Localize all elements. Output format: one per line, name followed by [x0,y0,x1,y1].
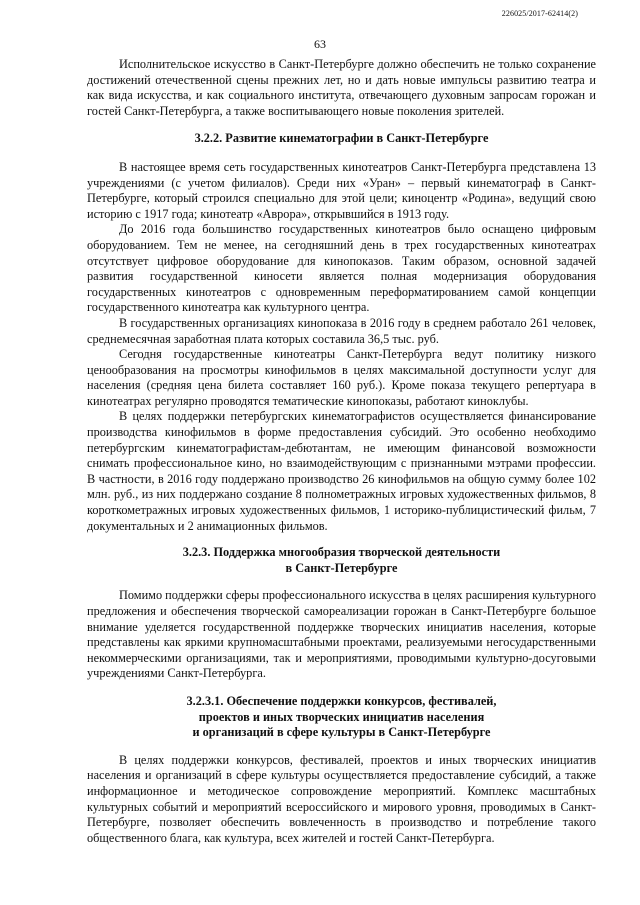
section-3-2-2-paragraph-5: В целях поддержки петербургских кинематографистов осуществляется финансирование производства кинофильмов в форме предоставления субсидий. Это особенно необходимо петербургским кинематографистам-дебютантам, не имеющим финансовой возможности снимать профессиональное кино, но взаимодействующим с признанными мэтрами профессии. В частности, в 2016 году поддержано производство 26 кинофильмов на общую сумму более 102 млн. руб., из них поддержано создание 8 полнометражных игровых художественных фильмов, 8 короткометражных игровых художественных фильмов, 1 историко-публицистический фильм, 7 документальных и 2 анимационных фильмов. [87,409,596,533]
section-3-2-3-heading [87,545,596,576]
page-number: 63 [314,37,326,51]
section-3-2-2-paragraph-4: Сегодня государственные кинотеатры Санкт-Петербурга ведут политику низкого ценообразования на просмотры кинофильмов в целях максимальной доступности услуг для населения (средняя цена билета составляет 160 руб.). Кроме показа текущего репертуара в кинотеатрах регулярно проводятся тематические кинопоказы, работают киноклубы. [87,347,596,408]
section-3-2-2-heading: 3.2.2. Развитие кинематографии в Санкт-Петербурге [194,131,489,146]
document-id: 226025/2017-62414(2) [501,9,578,18]
section-3-2-3-heading-line-2: в Санкт-Петербурге [285,560,398,575]
section-3-2-3-heading-line-1: 3.2.3. Поддержка многообразия творческой деятельности [182,545,501,560]
section-3-2-3-1-heading [87,694,596,741]
section-3-2-3-1-paragraph-1: В целях поддержки конкурсов, фестивалей, проектов и иных творческих инициатив населения и организаций в сфере культуры осуществляется предоставление субсидий, а также информационное и методическое сопровождение мероприятий. Комплекс масштабных культурных событий и мероприятий всероссийского и мирового уровня, проводимых в Санкт-Петербурге, позволяет обеспечить вовлеченность в производство и потребление такого общественного блага, как культура, всех жителей и гостей Санкт-Петербурга. [87,752,596,845]
section-3-2-2-paragraph-2: До 2016 года большинство государственных кинотеатров было оснащено цифровым оборудованием. Тем не менее, на сегодняшний день в трех государственных кинотеатрах отсутствует цифровое оборудование для кинопоказов. Таким образом, основной задачей развития государственной киносети является полная модернизация оборудования государственных кинотеатров с одновременным переформатированием самой концепции государственного кинотеатра как культурного центра. [87,222,596,315]
section-3-2-3-1-heading-line-1: 3.2.3.1. Обеспечение поддержки конкурсов, фестивалей, [186,693,497,708]
intro-paragraph: Исполнительское искусство в Санкт-Петербурге должно обеспечить не только сохранение достижений отечественной сцены прежних лет, но и дать новые импульсы развитию театра и как вида искусства, и как социального института, отвечающего духовным запросам горожан и гостей Санкт-Петербурга, а также воспитывающего новые поколения зрителей. [87,57,596,118]
section-3-2-3-paragraph-1: Помимо поддержки сферы профессионального искусства в целях расширения культурного предложения и обеспечения творческой самореализации горожан в Санкт-Петербурге большое внимание уделяется государственной поддержке творческих инициатив населения, которые представлены как яркими крупномасштабными проектами, реализуемыми негосударственными некоммерческими организациями, так и мероприятиями, проводимыми культурно-досуговыми учреждениями Санкт-Петербурга. [87,588,596,681]
section-3-2-3-1-heading-line-3: и организаций в сфере культуры в Санкт-Петербурге [192,725,491,740]
section-3-2-2-paragraph-3: В государственных организациях кинопоказа в 2016 году в среднем работало 261 человек, среднемесячная заработная плата которых составила 36,5 тыс. руб. [87,315,596,346]
section-3-2-3-1-heading-line-2: проектов и иных творческих инициатив населения [198,709,485,724]
page-content [87,57,596,846]
section-3-2-2-paragraph-1: В настоящее время сеть государственных кинотеатров Санкт-Петербурга представлена 13 учреждениями (с учетом филиалов). Среди них «Уран» – первый кинематограф в Санкт-Петербурге, который строился специально для этой цели; киноцентр «Родина», ведущий свою историю с 1917 года; кинотеатр «Аврора», открывшийся в 1913 году. [87,159,596,221]
